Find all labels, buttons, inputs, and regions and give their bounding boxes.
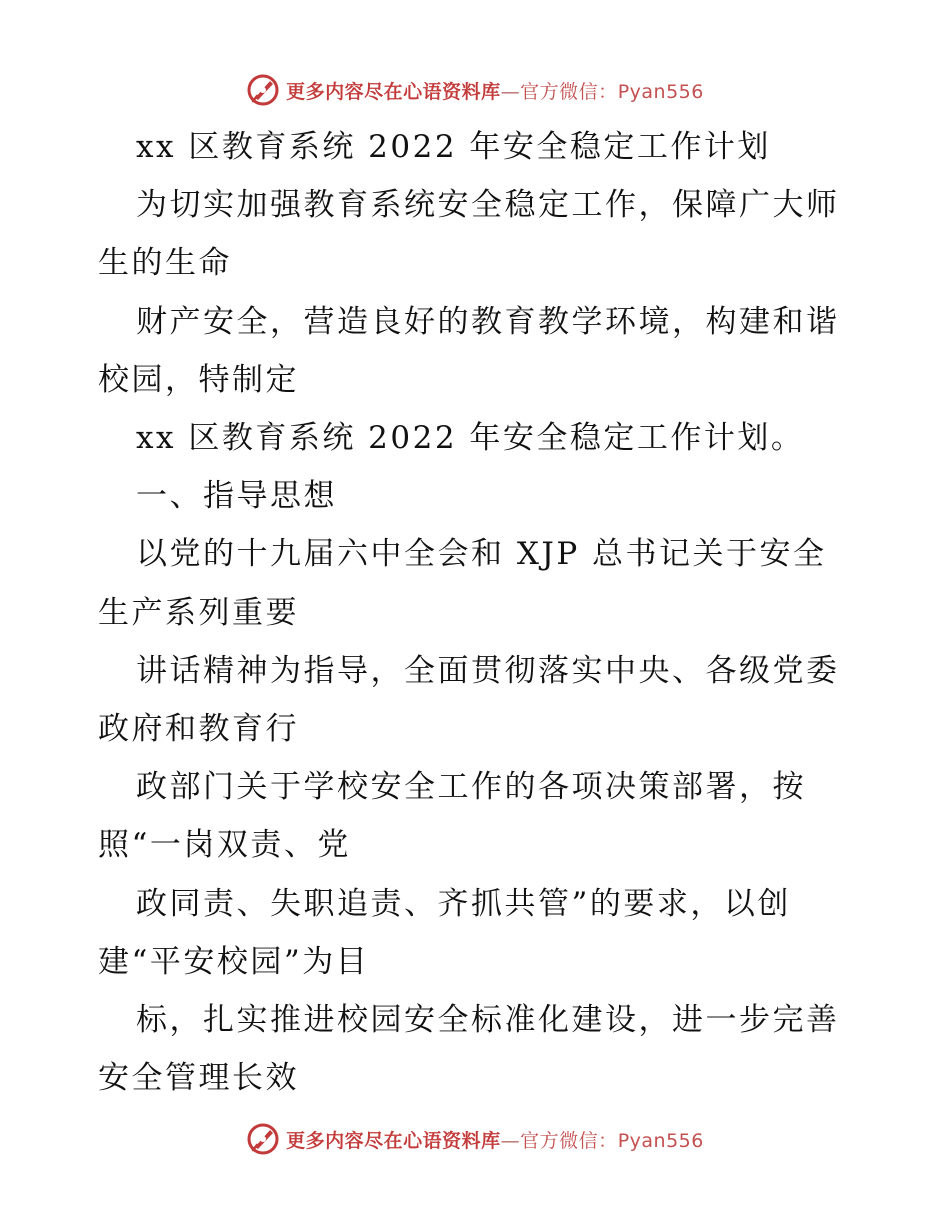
separator: — [500, 1129, 521, 1152]
feather-pen-logo-icon [246, 73, 280, 107]
wechat-label: 官方微信： [520, 1129, 618, 1152]
text-line: xx 区教育系统 2022 年安全稳定工作计划 [136, 129, 771, 165]
text-line: 以党的十九届六中全会和 XJP 总书记关于安全 [136, 536, 827, 573]
text-line: 标，扎实推进校园安全标准化建设，进一步完善 [136, 1002, 840, 1039]
text-line: 照“一岗双责、党 [98, 827, 351, 864]
wechat-id: Pyan556 [617, 1129, 704, 1152]
text-line: 建“平安校园”为目 [98, 943, 370, 980]
text-line: 为切实加强教育系统安全稳定工作，保障广大师 [136, 187, 840, 224]
text-line: 财产安全，营造良好的教育教学环境，构建和谐 [136, 303, 840, 340]
wechat-label: 官方微信： [520, 80, 618, 103]
text-line: 生产系列重要 [98, 594, 299, 631]
footer-watermark-banner [0, 1119, 950, 1159]
text-line: 安全管理长效 [98, 1060, 299, 1097]
text-line: 校园，特制定 [98, 361, 299, 398]
text-line: 一、指导思想 [136, 478, 337, 515]
watermark-text [286, 77, 704, 104]
text-line: xx 区教育系统 2022 年安全稳定工作计划。 [136, 420, 805, 457]
text-line: 政同责、失职追责、齐抓共管”的要求，以创 [136, 885, 791, 922]
text-line: 生的生命 [98, 245, 232, 282]
text-line: 政府和教育行 [98, 711, 299, 748]
wechat-id: Pyan556 [617, 80, 704, 103]
header-watermark-banner [0, 70, 950, 110]
document-body [98, 118, 858, 1107]
watermark-text [286, 1126, 704, 1153]
site-name: 更多内容尽在心语资料库 [286, 1129, 501, 1152]
separator: — [500, 80, 521, 103]
site-name: 更多内容尽在心语资料库 [286, 80, 501, 103]
text-line: 政部门关于学校安全工作的各项决策部署，按 [136, 769, 806, 806]
text-line: 讲话精神为指导，全面贯彻落实中央、各级党委 [136, 652, 840, 689]
feather-pen-logo-icon [246, 1122, 280, 1156]
